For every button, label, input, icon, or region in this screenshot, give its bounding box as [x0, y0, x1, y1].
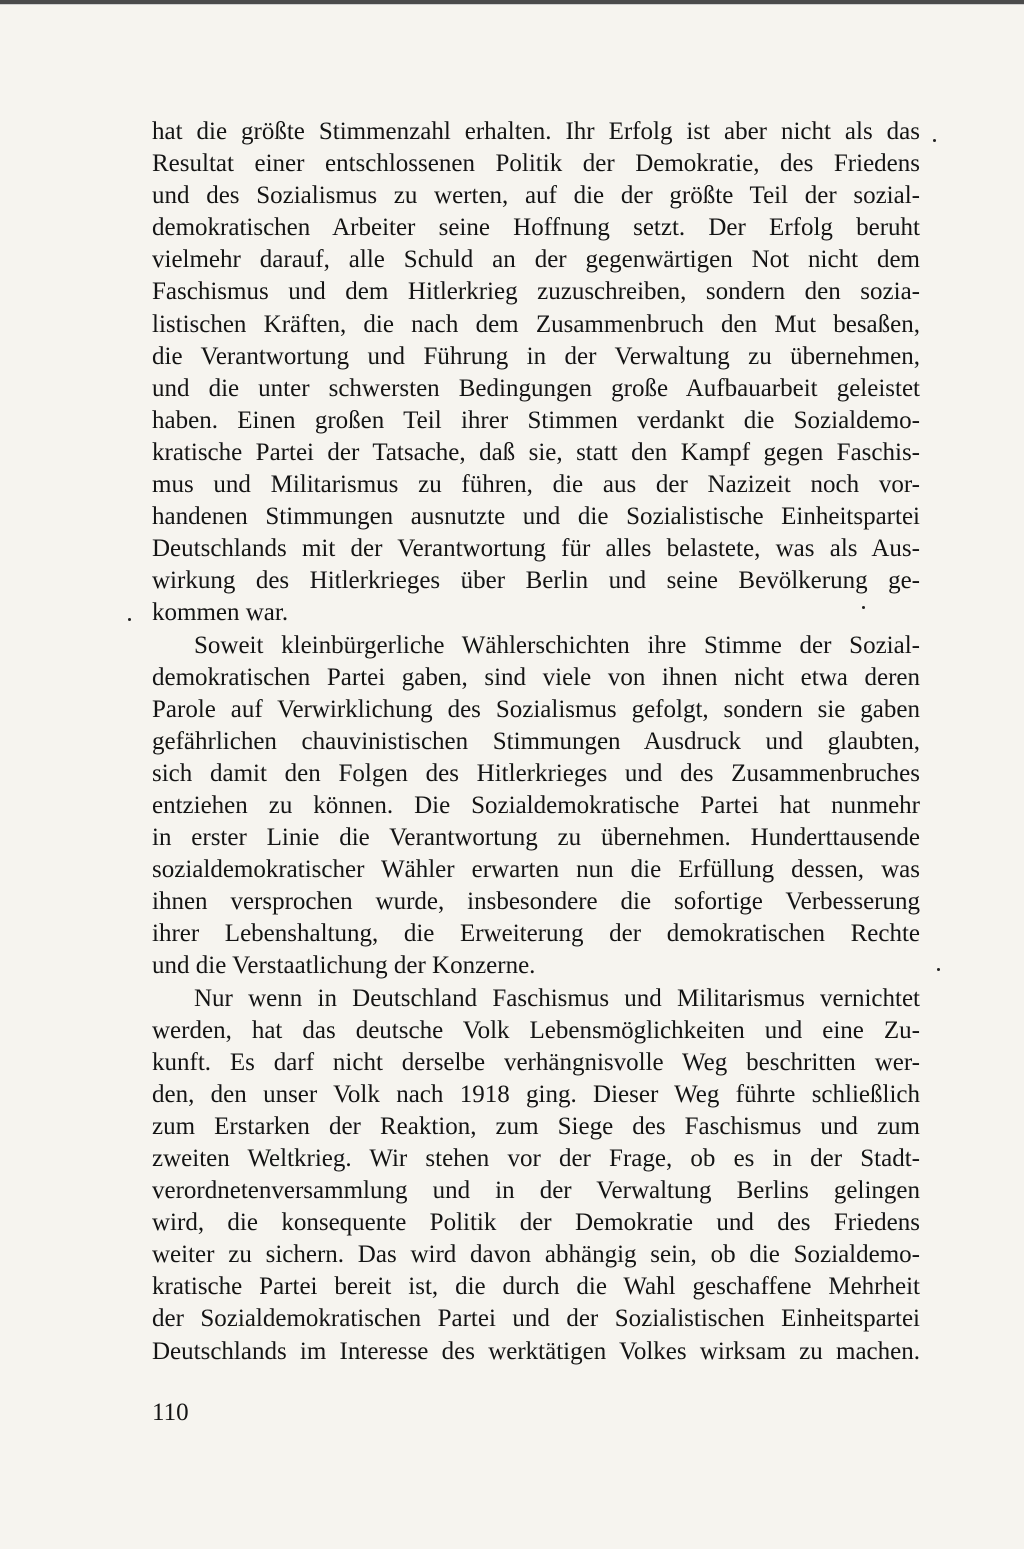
print-speck	[862, 606, 865, 609]
text-line: zum Erstarken der Reaktion, zum Siege des Faschismus und zum	[152, 1112, 920, 1140]
text-line: zweiten Weltkrieg. Wir stehen vor der Frage, ob es in der Stadt-	[152, 1145, 920, 1172]
text-line: wird, die konsequente Politik der Demokratie und des Friedens	[152, 1209, 920, 1237]
text-line: und des Sozialismus zu werten, auf die der größte Teil der sozial-	[152, 182, 920, 210]
text-line: weiter zu sichern. Das wird davon abhängig sein, ob die Sozialdemo-	[152, 1241, 920, 1269]
print-speck	[128, 618, 131, 621]
text-line: entziehen zu können. Die Sozialdemokratische Partei hat nunmehr	[152, 791, 920, 819]
text-line: die Verantwortung und Führung in der Verwaltung zu übernehmen,	[152, 342, 920, 370]
text-line: kratische Partei der Tatsache, daß sie, statt den Kampf gegen Faschis-	[152, 438, 920, 466]
text-line: gefährlichen chauvinistischen Stimmungen Ausdruck und glaubten,	[152, 727, 920, 755]
text-line: haben. Einen großen Teil ihrer Stimmen verdankt die Sozialdemo-	[152, 406, 920, 434]
text-line: werden, hat das deutsche Volk Lebensmöglichkeiten und eine Zu-	[152, 1016, 920, 1044]
text-line: kratische Partei bereit ist, die durch die Wahl geschaffene Mehrheit	[152, 1273, 920, 1301]
page-top-edge-shadow	[0, 4, 1024, 5]
text-line: handenen Stimmungen ausnutzte und die Sozialistische Einheitspartei	[152, 503, 920, 531]
text-line: ihrer Lebenshaltung, die Erweiterung der demokratischen Rechte	[152, 920, 920, 948]
text-line: ihnen versprochen wurde, insbesondere die sofortige Verbesserung	[152, 888, 920, 916]
text-line: listischen Kräften, die nach dem Zusammenbruch den Mut besaßen,	[152, 310, 920, 338]
text-line: sozialdemokratischer Wähler erwarten nun die Erfüllung dessen, was	[152, 856, 920, 884]
text-line: Nur wenn in Deutschland Faschismus und Militarismus vernichtet	[194, 984, 920, 1012]
text-line: Deutschlands im Interesse des werktätigen Volkes wirksam zu machen.	[152, 1337, 920, 1365]
text-line: den, den unser Volk nach 1918 ging. Dieser Weg führte schließlich	[152, 1080, 920, 1108]
text-line: in erster Linie die Verantwortung zu übernehmen. Hunderttausende	[152, 824, 920, 852]
text-line: kommen war.	[152, 599, 289, 627]
text-line: wirkung des Hitlerkrieges über Berlin und seine Bevölkerung ge-	[152, 567, 920, 595]
text-line: und die Verstaatlichung der Konzerne.	[152, 952, 536, 980]
text-line: Resultat einer entschlossenen Politik der Demokratie, des Friedens	[152, 150, 920, 178]
text-line: Soweit kleinbürgerliche Wählerschichten ihre Stimme der Sozial-	[194, 631, 920, 659]
print-speck	[937, 968, 940, 971]
text-line: Faschismus und dem Hitlerkrieg zuzuschreiben, sondern den sozia-	[152, 278, 920, 306]
text-line: und die unter schwersten Bedingungen große Aufbauarbeit geleistet	[152, 374, 920, 402]
text-line: verordnetenversammlung und in der Verwaltung Berlins gelingen	[152, 1177, 920, 1205]
text-line: sich damit den Folgen des Hitlerkrieges und des Zusammenbruches	[152, 759, 920, 787]
text-line: vielmehr darauf, alle Schuld an der gegenwärtigen Not nicht dem	[152, 246, 920, 274]
text-line: Parole auf Verwirklichung des Sozialismus gefolgt, sondern sie gaben	[152, 695, 920, 723]
body-text	[152, 116, 920, 1368]
text-line: kunft. Es darf nicht derselbe verhängnisvolle Weg beschritten wer-	[152, 1048, 920, 1076]
text-line: hat die größte Stimmenzahl erhalten. Ihr Erfolg ist aber nicht als das	[152, 118, 920, 145]
text-line: Deutschlands mit der Verantwortung für alles belastete, was als Aus-	[152, 535, 920, 563]
text-line: demokratischen Arbeiter seine Hoffnung setzt. Der Erfolg beruht	[152, 214, 920, 242]
text-line: demokratischen Partei gaben, sind viele von ihnen nicht etwa deren	[152, 663, 920, 691]
text-line: der Sozialdemokratischen Partei und der Sozialistischen Einheitspartei	[152, 1305, 920, 1333]
page-number: 110	[152, 1399, 189, 1426]
print-speck	[933, 139, 936, 142]
text-line: mus und Militarismus zu führen, die aus der Nazizeit noch vor-	[152, 471, 920, 499]
